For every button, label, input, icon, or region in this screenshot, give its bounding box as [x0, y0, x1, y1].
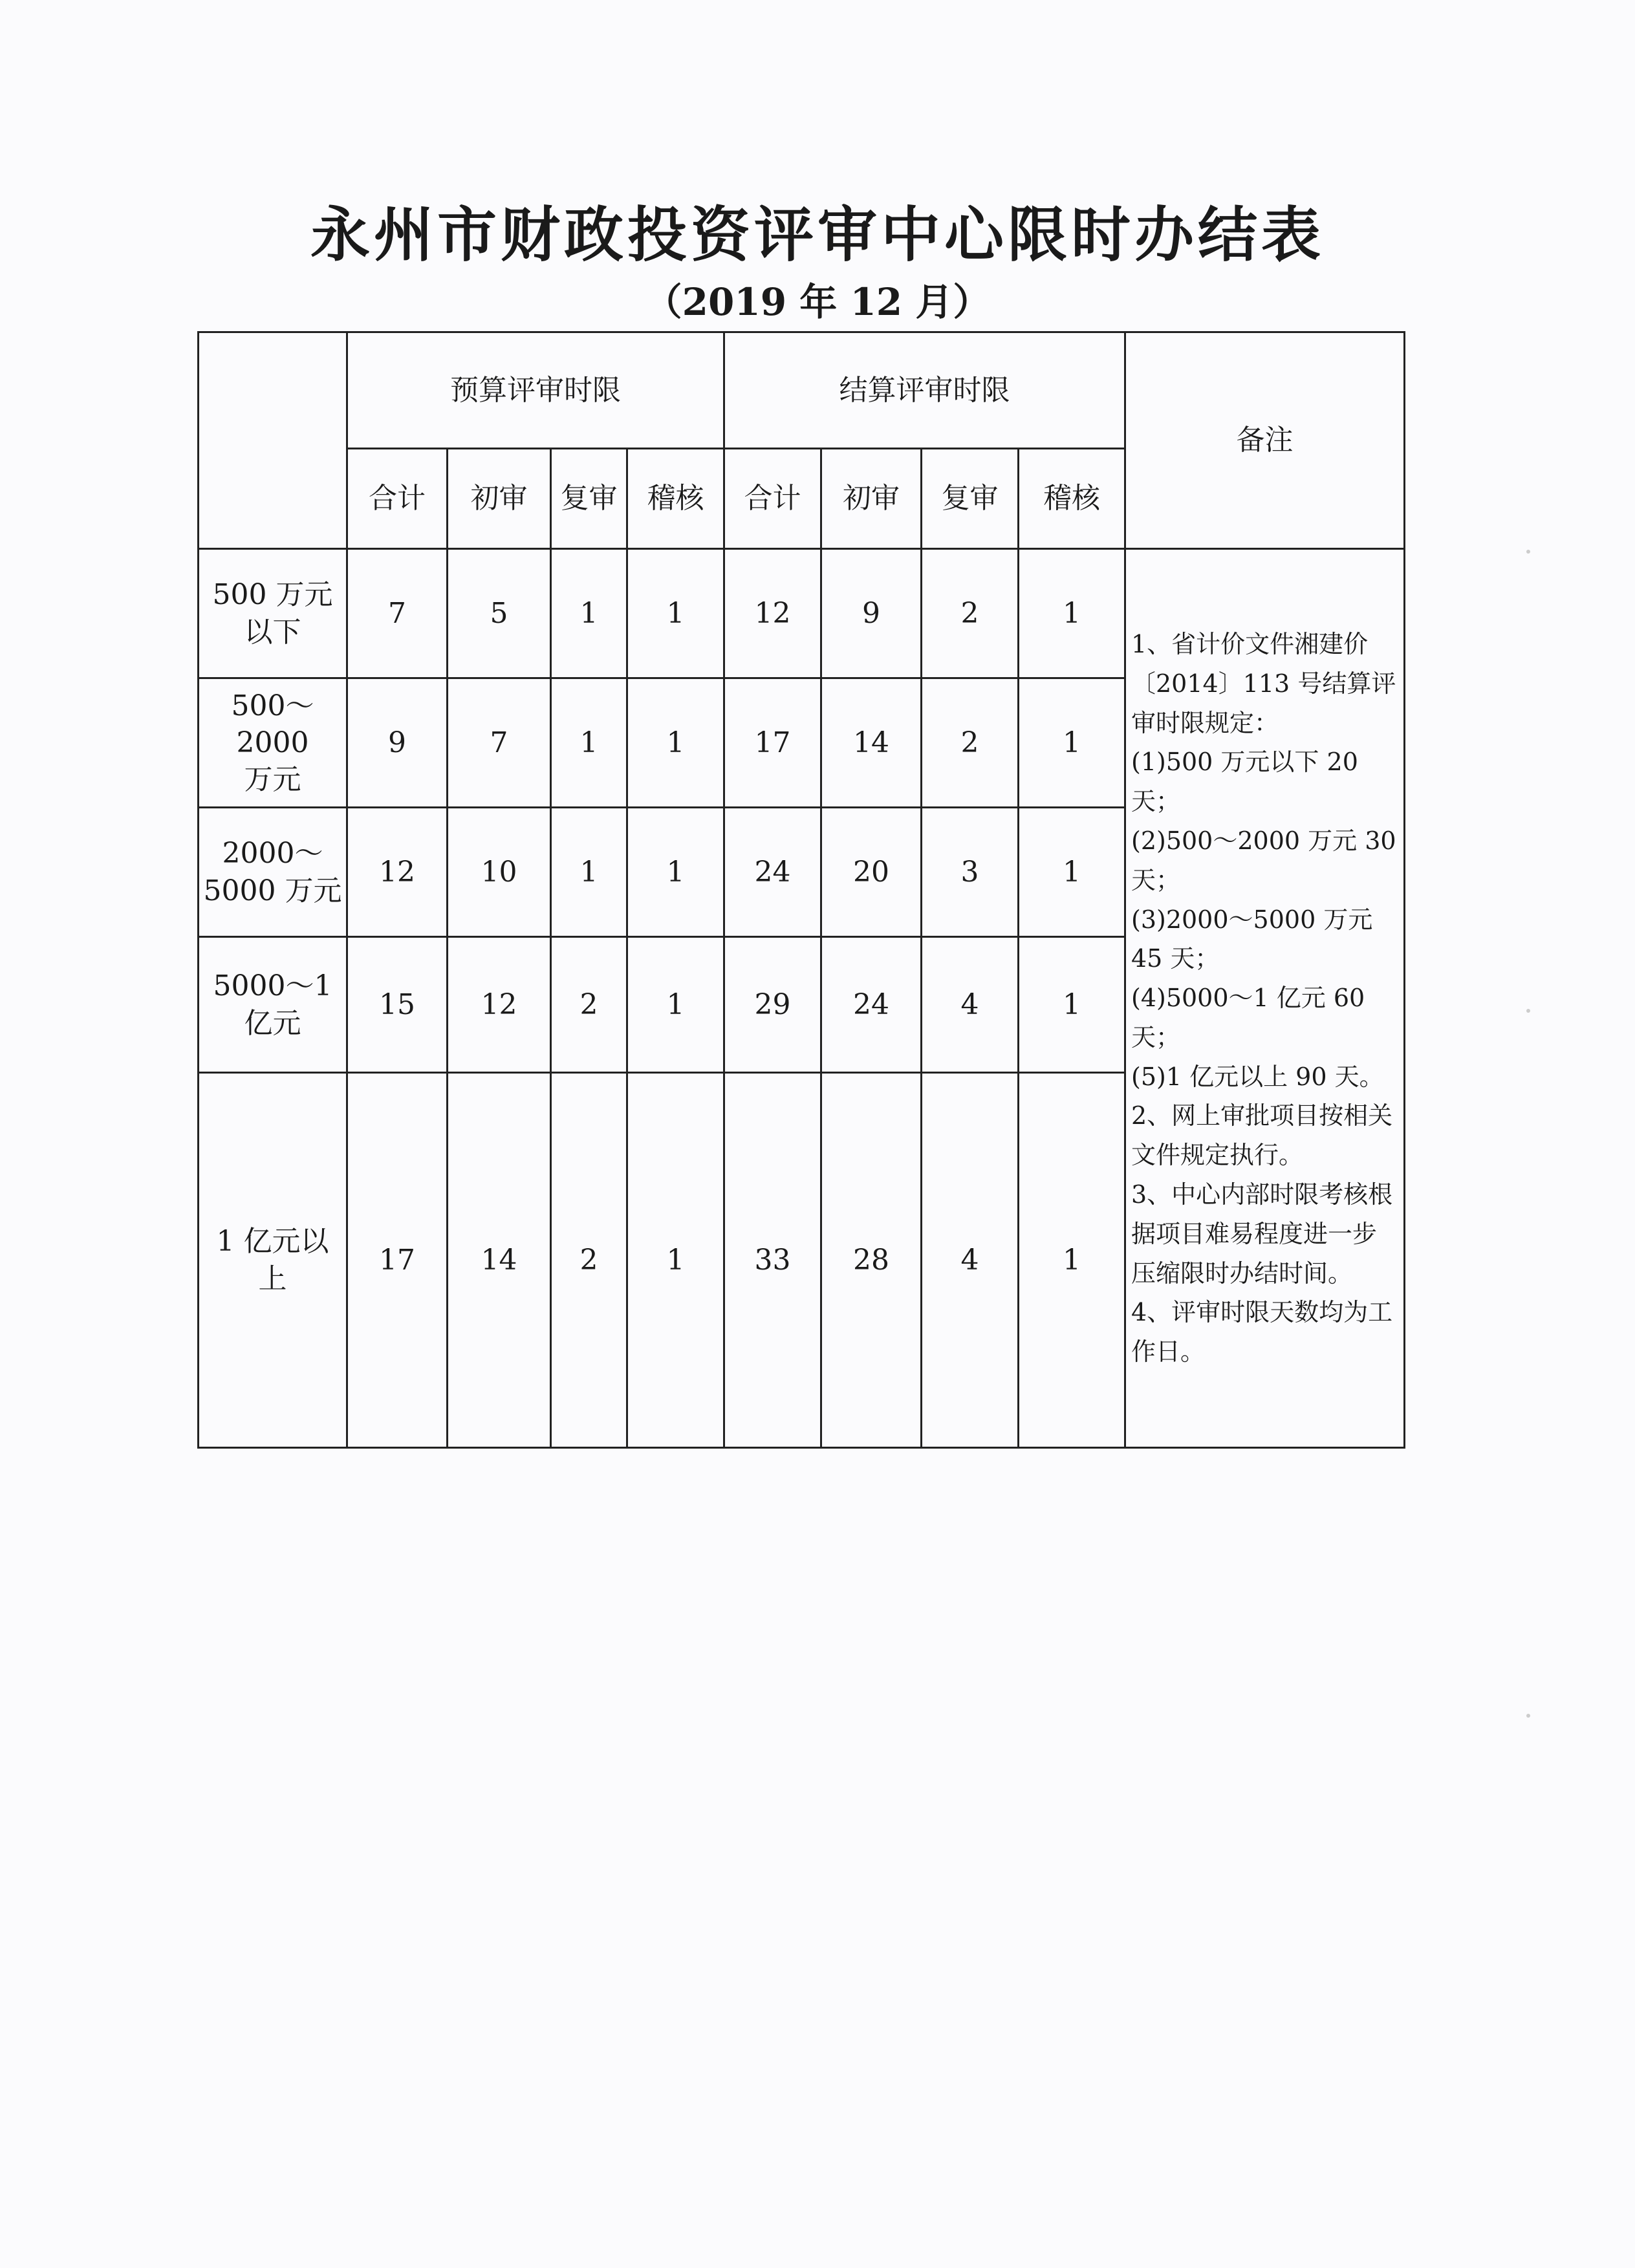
remark-line: (3)2000～5000 万元 45 天； — [1131, 905, 1373, 973]
value-cell: 24 — [821, 937, 922, 1073]
value-cell: 1 — [551, 808, 627, 937]
value-cell: 12 — [347, 808, 448, 937]
value-cell: 3 — [922, 808, 1019, 937]
row-label: 500～2000 万元 — [199, 678, 347, 808]
value-cell: 29 — [724, 937, 821, 1073]
page-title: 永州市财政投资评审中心限时办结表 — [310, 200, 1325, 270]
remark-line: (2)500～2000 万元 30 天； — [1131, 826, 1396, 894]
remark-line: 1、省计价文件湘建价〔2014〕113 号结算评审时限规定： — [1131, 629, 1396, 737]
value-cell: 1 — [627, 808, 724, 937]
margin-mark — [1526, 550, 1530, 554]
value-cell: 2 — [551, 1073, 627, 1448]
margin-mark — [1526, 1714, 1530, 1718]
value-cell: 1 — [627, 937, 724, 1073]
value-cell: 1 — [1019, 808, 1125, 937]
remark-line: (4)5000～1 亿元 60 天； — [1131, 984, 1365, 1052]
value-cell: 7 — [448, 678, 551, 808]
remarks-cell — [1125, 549, 1405, 1448]
remark-line: (5)1 亿元以上 90 天。 — [1131, 1062, 1384, 1091]
value-cell: 9 — [347, 678, 448, 808]
table-row — [199, 549, 1405, 678]
remark-line: 3、中心内部时限考核根据项目难易程度进一步压缩限时办结时间。 — [1131, 1180, 1393, 1288]
settlement-subheader: 复审 — [922, 449, 1019, 549]
value-cell: 20 — [821, 808, 922, 937]
page-subtitle: （2019 年 12 月） — [644, 280, 991, 324]
value-cell: 24 — [724, 808, 821, 937]
remark-line: (1)500 万元以下 20 天； — [1131, 748, 1358, 816]
value-cell: 12 — [448, 937, 551, 1073]
settlement-subheader: 合计 — [724, 449, 821, 549]
value-cell: 1 — [1019, 1073, 1125, 1448]
value-cell: 1 — [551, 549, 627, 678]
remark-line: 4、评审时限天数均为工作日。 — [1131, 1298, 1393, 1366]
budget-group-header: 预算评审时限 — [347, 332, 724, 449]
value-cell: 4 — [922, 1073, 1019, 1448]
value-cell: 10 — [448, 808, 551, 937]
corner-cell — [199, 332, 347, 549]
budget-subheader: 稽核 — [627, 449, 724, 549]
row-label: 500 万元 以下 — [199, 549, 347, 678]
value-cell: 28 — [821, 1073, 922, 1448]
value-cell: 1 — [627, 549, 724, 678]
value-cell: 2 — [922, 678, 1019, 808]
remark-line: 2、网上审批项目按相关文件规定执行。 — [1131, 1101, 1393, 1170]
value-cell: 33 — [724, 1073, 821, 1448]
row-label: 5000～1 亿元 — [199, 937, 347, 1073]
settlement-group-header: 结算评审时限 — [724, 332, 1125, 449]
value-cell: 2 — [551, 937, 627, 1073]
row-label: 2000～ 5000 万元 — [199, 808, 347, 937]
value-cell: 15 — [347, 937, 448, 1073]
margin-mark — [1526, 1009, 1530, 1013]
value-cell: 1 — [1019, 678, 1125, 808]
value-cell: 9 — [821, 549, 922, 678]
value-cell: 1 — [551, 678, 627, 808]
remarks-header: 备注 — [1125, 332, 1405, 549]
time-limit-table — [197, 331, 1405, 1449]
settlement-subheader: 初审 — [821, 449, 922, 549]
row-label: 1 亿元以 上 — [199, 1073, 347, 1448]
budget-subheader: 初审 — [448, 449, 551, 549]
value-cell: 1 — [627, 678, 724, 808]
budget-subheader: 复审 — [551, 449, 627, 549]
value-cell: 1 — [1019, 937, 1125, 1073]
value-cell: 12 — [724, 549, 821, 678]
settlement-subheader: 稽核 — [1019, 449, 1125, 549]
value-cell: 5 — [448, 549, 551, 678]
value-cell: 4 — [922, 937, 1019, 1073]
value-cell: 2 — [922, 549, 1019, 678]
value-cell: 17 — [347, 1073, 448, 1448]
value-cell: 14 — [448, 1073, 551, 1448]
value-cell: 7 — [347, 549, 448, 678]
value-cell: 1 — [627, 1073, 724, 1448]
value-cell: 17 — [724, 678, 821, 808]
budget-subheader: 合计 — [347, 449, 448, 549]
value-cell: 1 — [1019, 549, 1125, 678]
value-cell: 14 — [821, 678, 922, 808]
